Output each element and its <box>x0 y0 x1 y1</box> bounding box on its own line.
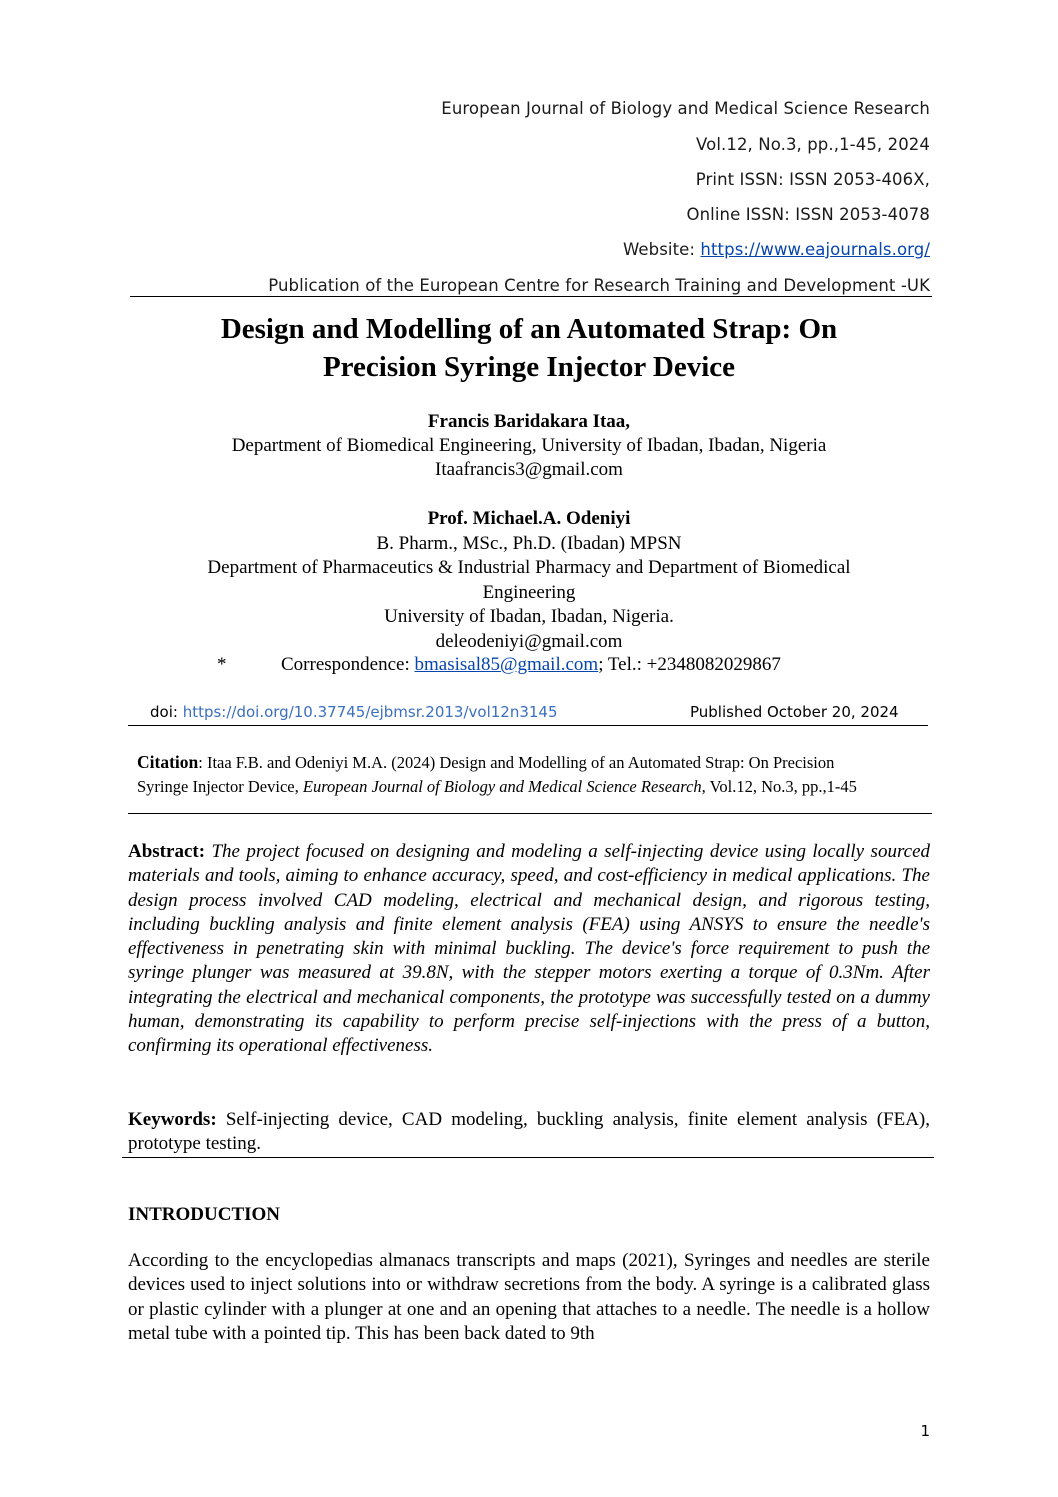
doi-line <box>150 703 558 721</box>
citation-text-2a: Syringe Injector Device, <box>137 777 303 796</box>
abstract <box>128 840 930 1059</box>
doi-label: doi: <box>150 703 183 721</box>
journal-name: European Journal of Biology and Medical Science Research <box>441 99 930 118</box>
introduction-heading: INTRODUCTION <box>128 1204 281 1225</box>
author-2-affiliation-2: Engineering <box>482 581 576 603</box>
keywords-label: Keywords: <box>128 1109 217 1130</box>
introduction-text: According to the encyclopedias almanacs transcripts and maps (2021), Syringes and needles are sterile devices used to inject solutions into or withdraw secretions from the body. A syringe is a calibrated glass or plastic cylinder with a plunger at one and an opening that attaches to a needle. The needle is a hollow metal tube with a pointed tip. This has been back dated to 9th <box>128 1250 930 1344</box>
author-2-name: Prof. Michael.A. Odeniyi <box>427 508 631 529</box>
print-issn: Print ISSN: ISSN 2053-406X, <box>695 170 930 189</box>
website-label: Website: <box>622 240 701 259</box>
citation-label: Citation <box>137 752 199 772</box>
keywords-divider <box>122 1157 934 1158</box>
doi-divider <box>128 725 928 726</box>
author-2-email: deleodeniyi@gmail.com <box>435 630 623 652</box>
citation-text-1: : Itaa F.B. and Odeniyi M.A. (2024) Design and Modelling of an Automated Strap: On Precision <box>198 753 835 772</box>
volume-info: Vol.12, No.3, pp.,1-45, 2024 <box>696 135 930 154</box>
title-line-1: Design and Modelling of an Automated Strap: On <box>220 313 838 345</box>
author-2-degrees: B. Pharm., MSc., Ph.D. (Ibadan) MPSN <box>376 532 682 554</box>
publisher-line: Publication of the European Centre for Research Training and Development -UK <box>268 276 930 295</box>
correspondence-label: Correspondence: <box>281 654 415 675</box>
correspondence-tel: ; Tel.: +2348082029867 <box>598 654 781 675</box>
author-1-name: Francis Baridakara Itaa, <box>427 411 631 432</box>
published-date: Published October 20, 2024 <box>690 703 899 721</box>
website-line <box>623 240 930 259</box>
website-link[interactable]: https://www.eajournals.org/ <box>700 240 930 259</box>
abstract-label: Abstract: <box>128 841 206 862</box>
correspondence-email-link[interactable]: bmasisal85@gmail.com <box>414 654 599 675</box>
citation-divider <box>128 813 932 814</box>
paper-title <box>128 310 930 386</box>
author-1-block <box>128 410 930 482</box>
citation-line-1 <box>137 750 927 775</box>
page-number: 1 <box>920 1422 930 1440</box>
keywords-text: Self-injecting device, CAD modeling, buckling analysis, finite element analysis (FEA), prototype testing. <box>128 1109 930 1155</box>
keywords <box>128 1108 930 1157</box>
correspondence-asterisk: * <box>217 654 227 675</box>
doi-link[interactable]: https://doi.org/10.37745/ejbmsr.2013/vol12n3145 <box>182 703 558 721</box>
citation-block <box>137 750 927 799</box>
author-2-university: University of Ibadan, Ibadan, Nigeria. <box>384 606 674 628</box>
author-2-affiliation-1: Department of Pharmaceutics & Industrial Pharmacy and Department of Biomedical <box>207 557 851 579</box>
author-1-email: Itaafrancis3@gmail.com <box>435 459 623 480</box>
citation-journal: European Journal of Biology and Medical Science Research <box>302 777 702 796</box>
online-issn: Online ISSN: ISSN 2053-4078 <box>686 205 930 224</box>
header-divider <box>130 296 932 297</box>
citation-text-2b: , Vol.12, No.3, pp.,1-45 <box>701 777 857 796</box>
citation-line-2 <box>137 775 927 799</box>
abstract-text: The project focused on designing and modeling a self-injecting device using locally sourced materials and tools, aiming to enhance accuracy, speed, and cost-efficiency in medical applications. The design process involved CAD modeling, electrical and mechanical design, and rigorous testing, including buckling analysis and finite element analysis (FEA) using ANSYS to ensure the needle's effectiveness in penetrating skin with minimal buckling. The device's force requirement to push the syringe plunger was measured at 39.8N, with the stepper motors exerting a torque of 0.3Nm. After integrating the electrical and mechanical components, the prototype was successfully tested on a dummy human, demonstrating its capability to perform precise self-injections with the press of a button, confirming its operational effectiveness. <box>128 841 930 1057</box>
correspondence-line <box>281 654 781 676</box>
author-1-affiliation: Department of Biomedical Engineering, University of Ibadan, Ibadan, Nigeria <box>231 435 827 456</box>
author-2-block <box>128 507 930 655</box>
title-line-2: Precision Syringe Injector Device <box>322 351 736 383</box>
